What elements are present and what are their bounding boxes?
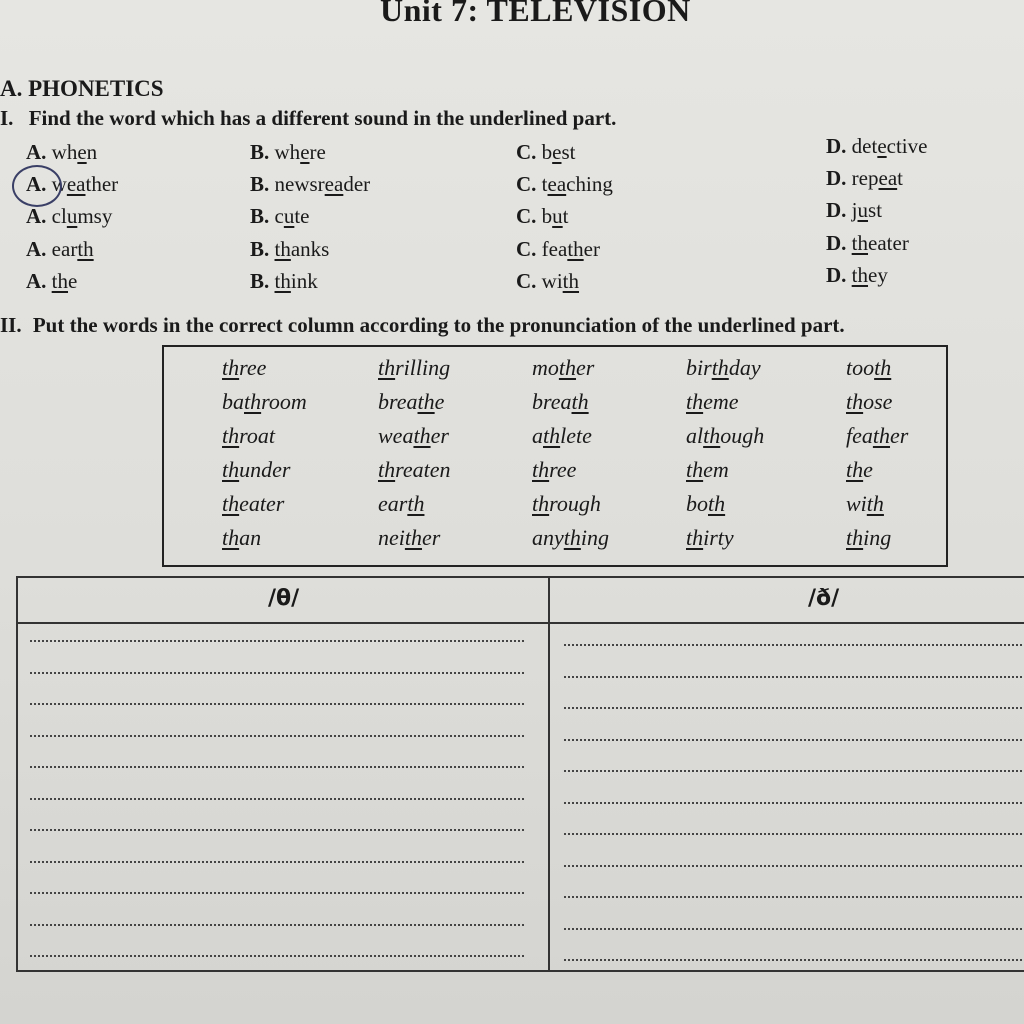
underlined-part: th [851, 231, 869, 255]
option-letter: C. [516, 204, 537, 228]
word-item [378, 457, 451, 483]
word-text: room [261, 389, 307, 414]
theta-answer-line[interactable] [30, 735, 524, 737]
word-item [222, 491, 284, 517]
theta-answer-line[interactable] [30, 924, 524, 926]
word-text: ree [239, 355, 267, 380]
underlined-part: th [562, 269, 580, 293]
underlined-part: th [686, 525, 704, 550]
theta-answer-line[interactable] [30, 955, 524, 957]
eth-answer-line[interactable] [564, 833, 1024, 835]
word-item [532, 457, 576, 483]
option-text: ink [290, 269, 318, 293]
underlined-part: u [552, 204, 563, 228]
underlined-part: th [404, 525, 423, 550]
word-item [846, 423, 908, 449]
exercise2-number: II. [0, 313, 22, 337]
option-text: st [868, 198, 883, 222]
option-text: ear [46, 237, 78, 261]
eth-answer-line[interactable] [564, 644, 1024, 646]
underlined-part: th [274, 237, 291, 261]
word-item [222, 457, 290, 483]
underlined-part: ea [324, 172, 344, 196]
word-text: ose [863, 389, 893, 414]
answer-circle-mark [12, 165, 62, 207]
option-letter: A. [26, 172, 47, 196]
answer-option[interactable] [516, 172, 613, 197]
underlined-part: e [300, 140, 310, 164]
answer-option[interactable] [250, 140, 326, 165]
underlined-part: th [378, 457, 396, 482]
underlined-part: th [222, 525, 240, 550]
word-text: lete [560, 423, 592, 448]
underlined-part: th [558, 355, 577, 380]
word-item [686, 389, 739, 415]
answer-option[interactable] [516, 269, 579, 294]
theta-answer-line[interactable] [30, 703, 524, 705]
unit-title: Unit 7: TELEVISION [380, 0, 691, 28]
option-text: te [294, 204, 310, 228]
answer-option[interactable] [826, 198, 882, 223]
word-text: rilling [395, 355, 451, 380]
word-item [378, 355, 450, 381]
question-row [0, 263, 1024, 299]
word-item [686, 457, 729, 483]
word-text: rough [549, 491, 601, 516]
word-item [222, 355, 266, 381]
option-letter: B. [250, 204, 270, 228]
word-text: em [703, 457, 729, 482]
underlined-part: u [857, 198, 869, 222]
underlined-part: th [532, 457, 550, 482]
option-text: ther [85, 172, 119, 196]
underlined-part: th [872, 423, 891, 448]
exercise1-heading [0, 106, 616, 131]
option-letter: C. [516, 269, 537, 293]
option-text: wh [46, 140, 78, 164]
word-item [378, 491, 424, 517]
answer-option[interactable] [516, 204, 569, 229]
word-text: mo [532, 355, 559, 380]
word-text: under [239, 457, 291, 482]
answer-option[interactable] [826, 231, 909, 256]
answer-option[interactable] [826, 166, 903, 191]
word-text: ough [720, 423, 765, 448]
underlined-part: u [66, 204, 78, 228]
underlined-part: th [711, 355, 729, 380]
answer-option[interactable] [516, 237, 600, 262]
word-text: wea [378, 423, 414, 448]
option-letter: A. [26, 204, 47, 228]
word-item [378, 389, 444, 415]
word-item [532, 389, 589, 415]
option-text: w [46, 172, 67, 196]
word-text: any [532, 525, 564, 550]
theta-answer-line[interactable] [30, 829, 524, 831]
underlined-part: th [274, 269, 291, 293]
underlined-part: u [283, 204, 295, 228]
column-divider [548, 578, 550, 970]
eth-answer-line[interactable] [564, 739, 1024, 741]
word-text: bir [686, 355, 712, 380]
word-item [378, 525, 440, 551]
word-text: day [728, 355, 761, 380]
option-text: wh [269, 140, 301, 164]
underlined-part: th [244, 389, 262, 414]
option-letter: D. [826, 134, 847, 158]
word-item [686, 423, 764, 449]
underlined-part: th [846, 457, 864, 482]
option-text: b [536, 204, 553, 228]
option-text: j [846, 198, 858, 222]
option-letter: B. [250, 140, 270, 164]
underlined-part: th [846, 389, 864, 414]
underlined-part: e [877, 134, 887, 158]
answer-table [16, 576, 1024, 972]
underlined-part: th [874, 355, 892, 380]
option-text: t [562, 204, 569, 228]
eth-answer-line[interactable] [564, 959, 1024, 961]
underlined-part: th [222, 491, 240, 516]
word-text: brea [532, 389, 572, 414]
option-text: det [846, 134, 878, 158]
underlined-part: th [51, 269, 69, 293]
word-item [846, 355, 891, 381]
option-text: msy [77, 204, 113, 228]
option-text: c [269, 204, 284, 228]
underlined-part: th [563, 525, 581, 550]
word-item [686, 355, 761, 381]
option-text: er [583, 237, 600, 261]
answer-option[interactable] [250, 237, 329, 262]
underlined-part: th [222, 423, 240, 448]
option-letter: C. [516, 140, 537, 164]
answer-option[interactable] [826, 263, 888, 288]
option-text: wi [536, 269, 563, 293]
word-text: reaten [395, 457, 451, 482]
underlined-part: th [686, 457, 704, 482]
option-text: st [561, 140, 576, 164]
word-text: al [686, 423, 704, 448]
exercise1-instruction: Find the word which has a different sound in the underlined part. [28, 106, 617, 130]
option-letter: D. [826, 263, 847, 287]
option-text: ey [868, 263, 888, 287]
answer-option[interactable] [26, 237, 94, 262]
answer-option[interactable] [250, 172, 370, 197]
section-heading: A. PHONETICS [0, 76, 164, 101]
exercise2-instruction: Put the words in the correct column according to the pronunciation of the underlined part. [32, 313, 845, 337]
theta-answer-line[interactable] [30, 798, 524, 800]
word-text: er [890, 423, 909, 448]
option-text: n [86, 140, 98, 164]
option-text: t [536, 172, 548, 196]
underlined-part: th [532, 491, 550, 516]
word-item [532, 525, 609, 551]
option-text: ctive [886, 134, 928, 158]
underlined-part: th [851, 263, 869, 287]
underlined-part: th [413, 423, 431, 448]
underlined-part: th [846, 525, 864, 550]
word-text: ing [863, 525, 892, 550]
eth-answer-line[interactable] [564, 770, 1024, 772]
word-text: wi [846, 491, 867, 516]
answer-option[interactable] [26, 140, 97, 165]
word-text: er [430, 423, 449, 448]
option-text: rep [846, 166, 879, 190]
word-text: too [846, 355, 875, 380]
underlined-part: ea [878, 166, 898, 190]
word-item [846, 525, 891, 551]
option-text: ching [566, 172, 613, 196]
option-text: b [536, 140, 553, 164]
underlined-part: e [77, 140, 87, 164]
theta-answer-line[interactable] [30, 672, 524, 674]
underlined-part: th [543, 423, 561, 448]
word-text: ing [580, 525, 610, 550]
underlined-part: th [417, 389, 435, 414]
word-item [686, 491, 725, 517]
option-text: fea [536, 237, 568, 261]
word-item [222, 389, 307, 415]
underlined-part: th [703, 423, 721, 448]
word-text: brea [378, 389, 418, 414]
underlined-part: th [571, 389, 589, 414]
underlined-part: th [686, 389, 704, 414]
exercise2-heading [0, 313, 845, 338]
word-item [222, 525, 261, 551]
underlined-part: th [567, 237, 584, 261]
option-letter: D. [826, 198, 847, 222]
answer-option[interactable] [516, 140, 576, 165]
word-item [686, 525, 734, 551]
option-letter: A. [26, 140, 47, 164]
option-text: anks [290, 237, 330, 261]
theta-answer-line[interactable] [30, 861, 524, 863]
theta-column-header: /θ/ [268, 586, 300, 611]
answer-option[interactable] [26, 269, 77, 294]
word-item [846, 491, 884, 517]
option-letter: C. [516, 172, 537, 196]
word-text: ree [549, 457, 577, 482]
option-text: e [68, 269, 78, 293]
answer-option[interactable] [826, 134, 927, 159]
option-letter: A. [26, 269, 47, 293]
option-text: t [897, 166, 903, 190]
word-text: an [239, 525, 262, 550]
eth-answer-line[interactable] [564, 865, 1024, 867]
eth-column-header: /ð/ [808, 586, 840, 611]
option-text: der [343, 172, 371, 196]
underlined-part: th [222, 457, 240, 482]
word-item [532, 423, 592, 449]
option-letter: C. [516, 237, 537, 261]
answer-option[interactable] [26, 204, 112, 229]
word-box [162, 345, 948, 567]
underlined-part: ea [66, 172, 86, 196]
word-item [532, 355, 594, 381]
word-text: nei [378, 525, 405, 550]
theta-answer-line[interactable] [30, 892, 524, 894]
theta-answer-line[interactable] [30, 766, 524, 768]
answer-option[interactable] [250, 204, 310, 229]
word-text: e [434, 389, 445, 414]
word-text: er [576, 355, 595, 380]
option-letter: B. [250, 172, 270, 196]
word-item [532, 491, 601, 517]
underlined-part: ea [547, 172, 567, 196]
word-item [222, 423, 275, 449]
word-item [846, 457, 873, 483]
word-text: bo [686, 491, 708, 516]
theta-answer-line[interactable] [30, 640, 524, 642]
word-text: ear [378, 491, 408, 516]
word-text: eater [239, 491, 285, 516]
word-text: a [532, 423, 543, 448]
eth-answer-line[interactable] [564, 928, 1024, 930]
header-rule [18, 622, 1024, 624]
word-text: eme [703, 389, 739, 414]
underlined-part: th [407, 491, 425, 516]
word-text: e [863, 457, 873, 482]
question-row [0, 198, 1024, 234]
underlined-part: th [222, 355, 240, 380]
word-text: er [422, 525, 441, 550]
underlined-part: th [77, 237, 94, 261]
option-letter: B. [250, 237, 270, 261]
word-text: fea [846, 423, 873, 448]
option-letter: D. [826, 166, 847, 190]
option-letter: A. [26, 237, 47, 261]
option-text: eater [868, 231, 909, 255]
exercise1-number: I. [0, 106, 14, 130]
eth-answer-line[interactable] [564, 676, 1024, 678]
word-text: irty [703, 525, 734, 550]
option-text: cl [46, 204, 67, 228]
eth-answer-line[interactable] [564, 896, 1024, 898]
eth-answer-line[interactable] [564, 707, 1024, 709]
underlined-part: th [708, 491, 726, 516]
eth-answer-line[interactable] [564, 802, 1024, 804]
option-letter: B. [250, 269, 270, 293]
word-item [378, 423, 449, 449]
word-item [846, 389, 892, 415]
word-text: roat [239, 423, 275, 448]
underlined-part: e [552, 140, 562, 164]
option-text: re [309, 140, 326, 164]
underlined-part: th [866, 491, 884, 516]
option-text: newsr [269, 172, 325, 196]
word-text: ba [222, 389, 244, 414]
option-letter: D. [826, 231, 847, 255]
underlined-part: th [378, 355, 396, 380]
answer-option[interactable] [250, 269, 318, 294]
